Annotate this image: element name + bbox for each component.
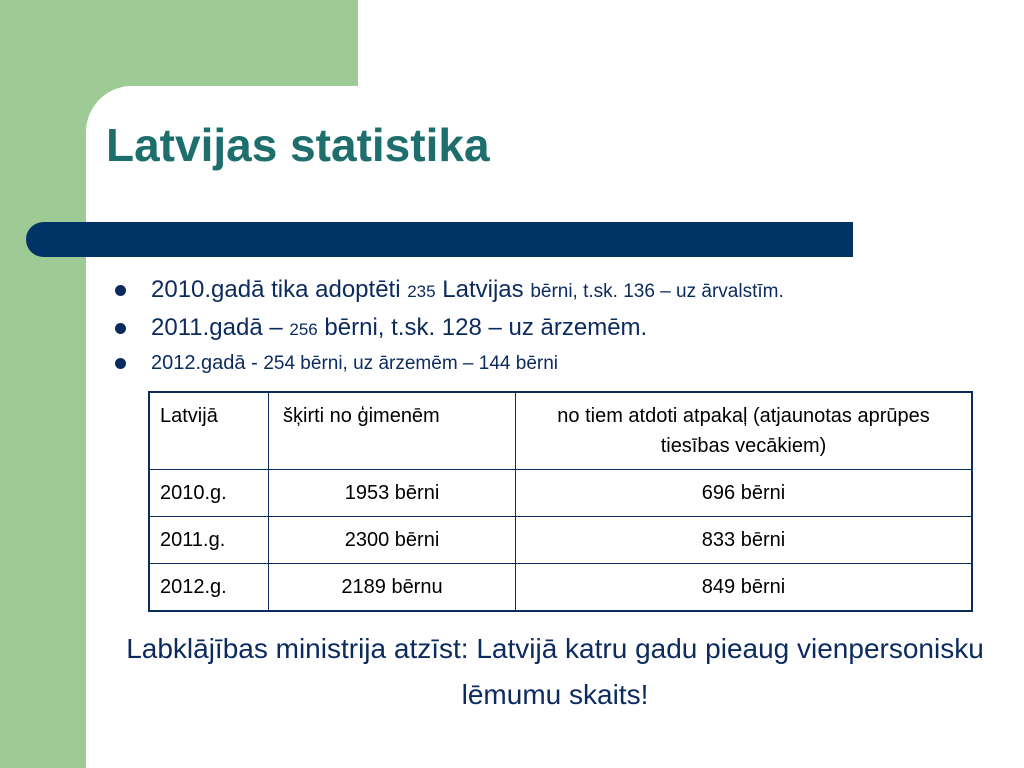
table-cell-separated: 1953 bērni — [269, 470, 516, 517]
bullet-number: 256 — [289, 320, 318, 339]
table-header-cell: šķirti no ģimenēm — [269, 392, 516, 470]
table-cell-returned: 833 bērni — [516, 517, 973, 564]
table-row — [149, 564, 972, 612]
conclusion-text: Labklājības ministrija atzīst: Latvijā katru gadu pieaug vienpersonisku lēmumu skaits! — [126, 633, 984, 710]
bullet-text: bērni, t.sk. 128 – uz ārzemēm. — [317, 314, 648, 341]
bullet-dot-icon — [115, 285, 126, 296]
table-header-cell: Latvijā — [149, 392, 269, 470]
bullet-text: 2010.gadā tika adoptēti — [151, 276, 408, 303]
table-cell-year: 2011.g. — [149, 517, 269, 564]
table-cell-year: 2012.g. — [149, 564, 269, 612]
table-cell-returned: 849 bērni — [516, 564, 973, 612]
bullet-list — [104, 273, 1004, 379]
bullet-text: 2012.gadā - — [151, 352, 264, 374]
bullet-dot-icon — [115, 323, 126, 334]
bullet-text: bērni, t.sk. 136 – uz ārvalstīm. — [530, 281, 784, 302]
slide-title: Latvijas statistika — [106, 119, 490, 171]
bullet-text: Latvijas — [435, 276, 531, 303]
statistics-table — [148, 391, 973, 612]
table-cell-returned: 696 bērni — [516, 470, 973, 517]
table-cell-year: 2010.g. — [149, 470, 269, 517]
table-cell-separated: 2189 bērnu — [269, 564, 516, 612]
table-cell-separated: 2300 bērni — [269, 517, 516, 564]
bullet-dot-icon — [115, 358, 126, 369]
bullet-number: 235 — [407, 282, 436, 301]
table-row — [149, 470, 972, 517]
table-header-cell: no tiem atdoti atpakaļ (atjaunotas aprūpes tiesības vecākiem) — [516, 392, 973, 470]
bullet-item-2011 — [104, 311, 1004, 349]
table-header-row — [149, 392, 972, 470]
title-divider-bar — [26, 222, 853, 257]
bullet-item-2012 — [104, 349, 1004, 379]
table-row — [149, 517, 972, 564]
bullet-text: 2011.gadā – — [151, 314, 290, 341]
bullet-text: 254 bērni, uz ārzemēm – 144 bērni — [263, 353, 558, 374]
bullet-item-2010 — [104, 273, 1004, 311]
